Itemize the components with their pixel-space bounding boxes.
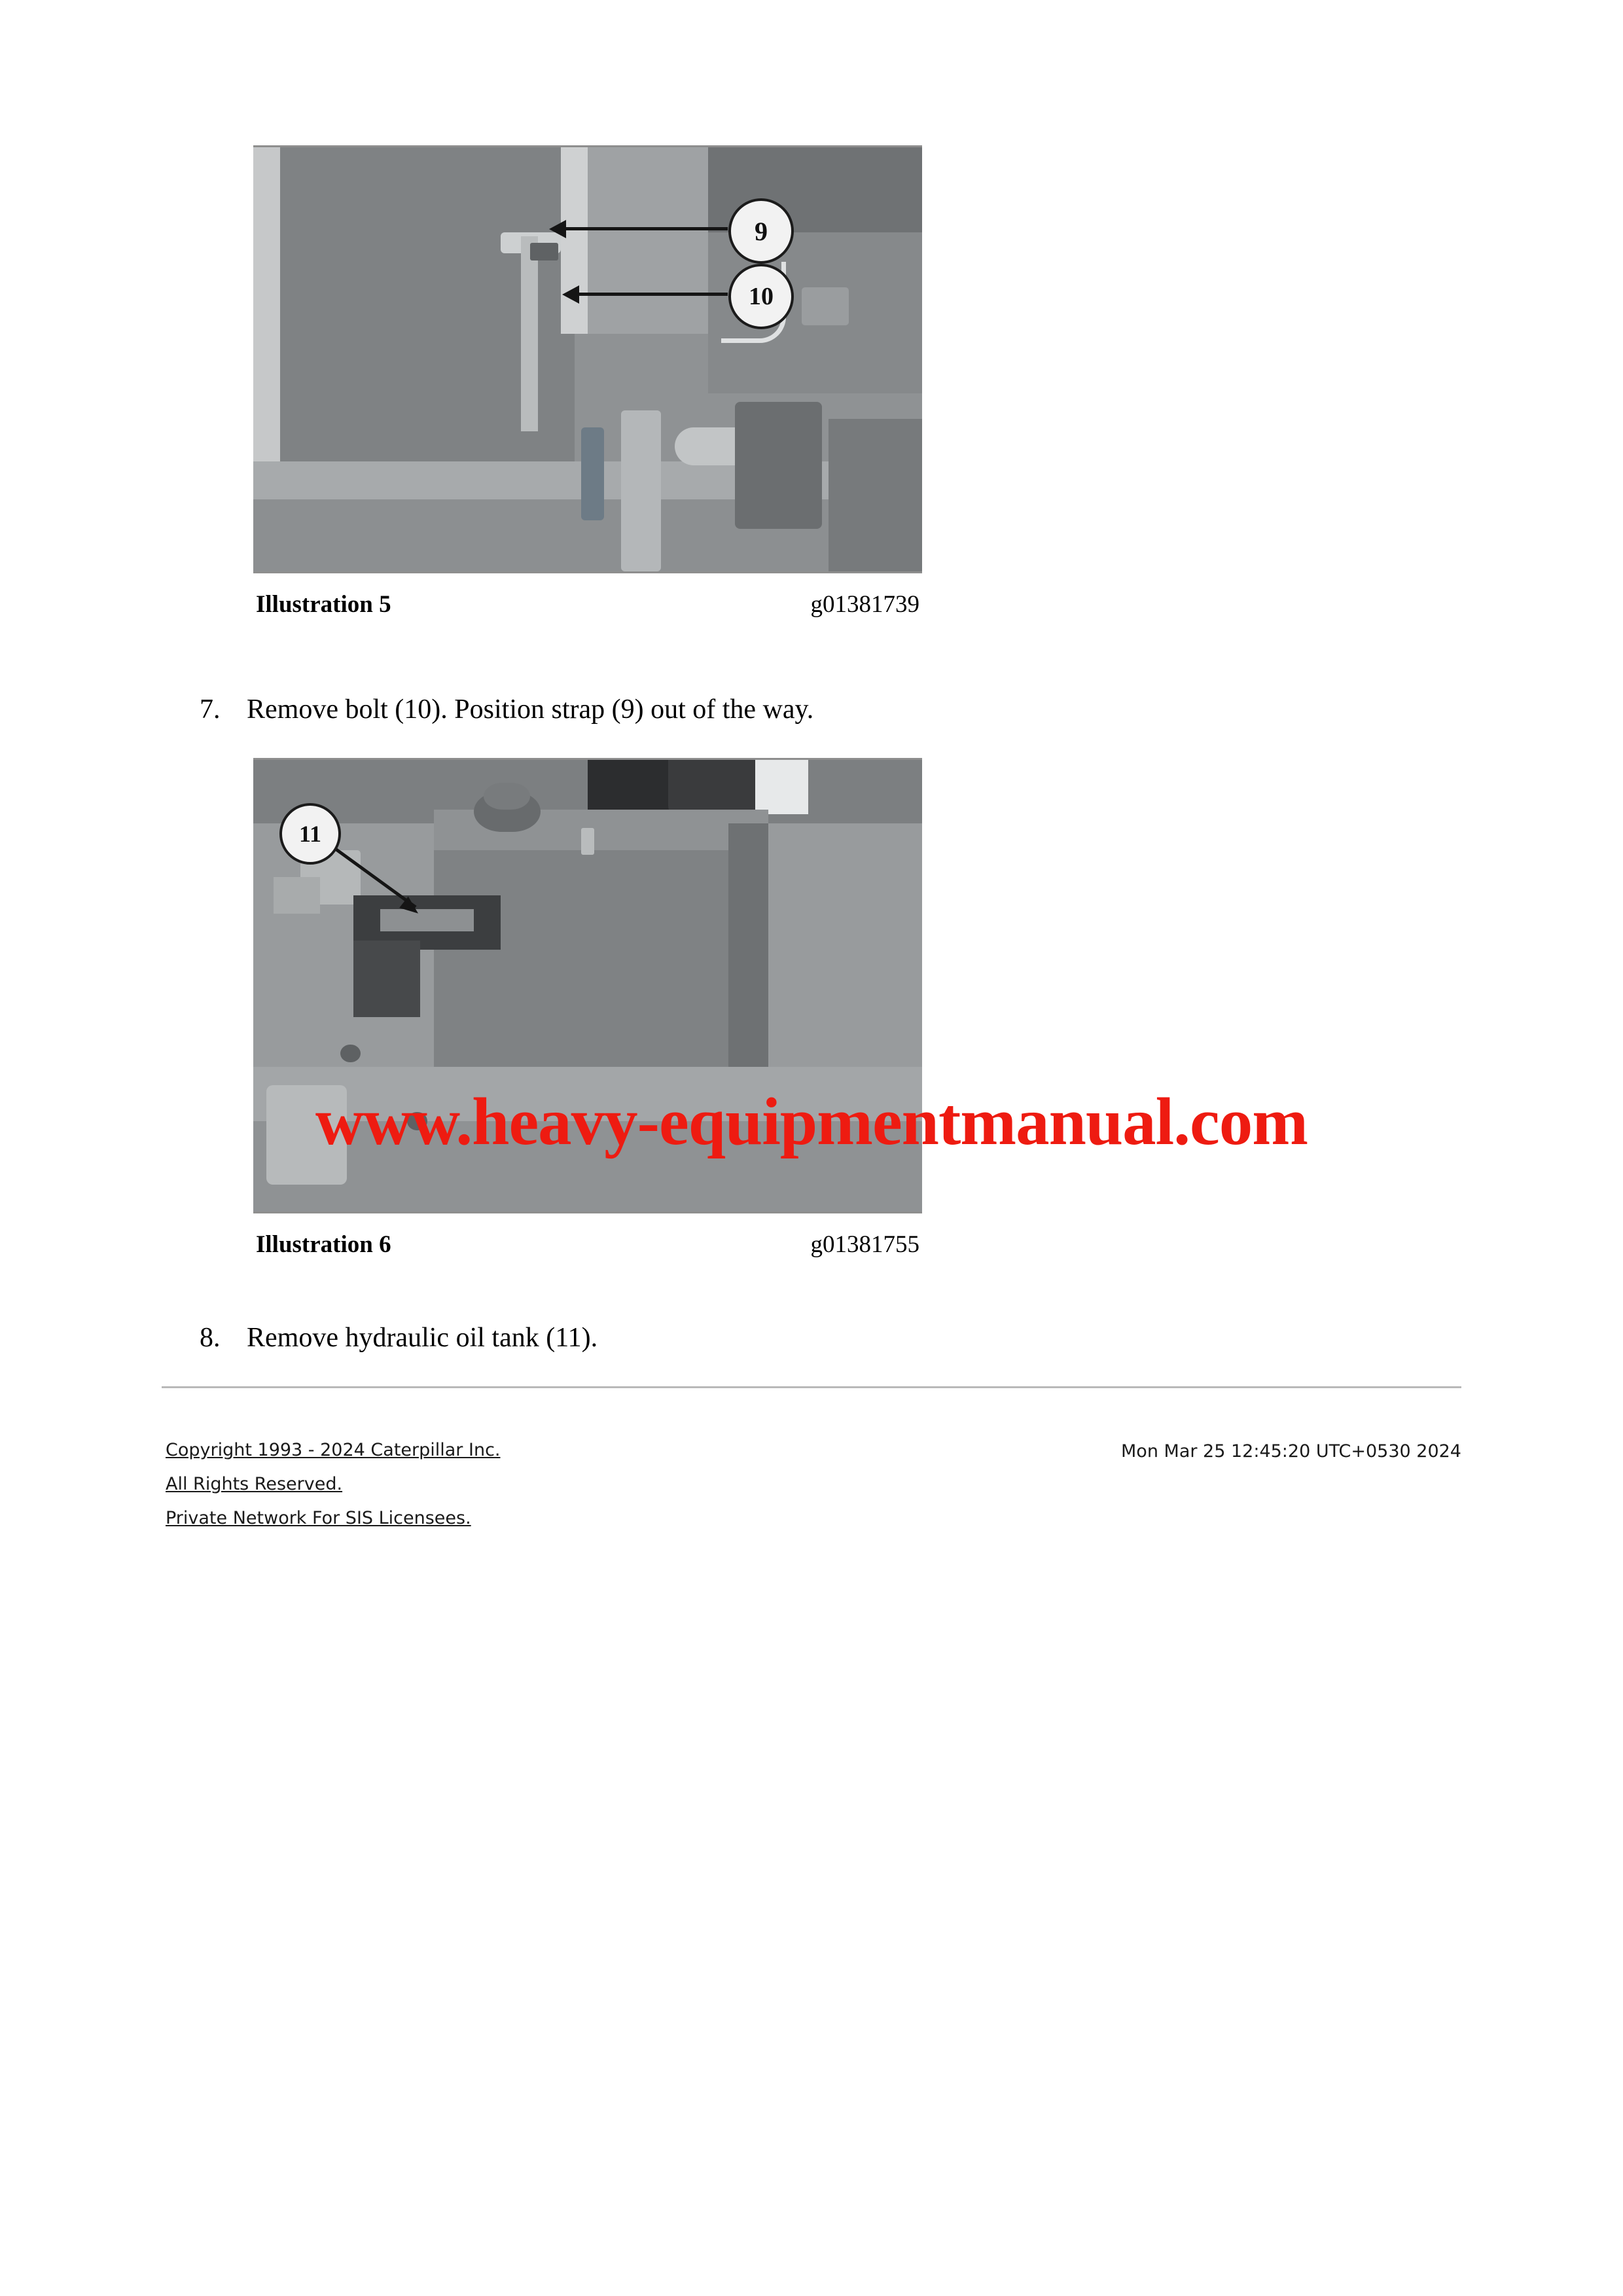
page-footer xyxy=(166,1440,1461,1542)
callout-9-leader xyxy=(561,227,728,230)
callout-9 xyxy=(728,198,794,264)
footer-links xyxy=(166,1440,501,1542)
callout-10-label: 10 xyxy=(749,283,774,310)
illustration-5-caption-label: Illustration 5 xyxy=(256,591,391,618)
illustration-6-reference: g01381755 xyxy=(810,1231,919,1258)
illustration-6-image xyxy=(253,760,922,1211)
figure-bottom-rule-2 xyxy=(253,1211,922,1213)
illustration-5-image xyxy=(253,147,922,571)
footer-link-private-network[interactable]: Private Network For SIS Licensees. xyxy=(166,1508,471,1528)
figure-bottom-rule xyxy=(253,571,922,573)
illustration-5-caption xyxy=(253,590,922,619)
watermark-text: www.heavy-equipmentmanual.com xyxy=(315,1085,1308,1159)
callout-11-label: 11 xyxy=(298,821,321,847)
callout-10 xyxy=(728,264,794,329)
step-8 xyxy=(200,1322,597,1354)
step-8-number: 8. xyxy=(200,1323,221,1353)
step-7-text: Remove bolt (10). Position strap (9) out of the way. xyxy=(247,694,814,725)
callout-10-leader xyxy=(574,293,728,296)
footer-divider xyxy=(162,1386,1461,1388)
step-7-number: 7. xyxy=(200,694,221,725)
illustration-6-caption xyxy=(253,1230,922,1259)
step-8-text: Remove hydraulic oil tank (11). xyxy=(247,1323,598,1353)
footer-timestamp: Mon Mar 25 12:45:20 UTC+0530 2024 xyxy=(1121,1441,1461,1462)
figure-illustration-6 xyxy=(253,758,922,1259)
footer-link-rights[interactable]: All Rights Reserved. xyxy=(166,1474,343,1494)
illustration-5-reference: g01381739 xyxy=(810,591,919,618)
callout-10-arrowhead xyxy=(562,285,579,304)
footer-link-copyright[interactable]: Copyright 1993 - 2024 Caterpillar Inc. xyxy=(166,1440,501,1460)
callout-9-arrowhead xyxy=(549,220,566,238)
figure-illustration-5 xyxy=(253,145,922,619)
illustration-6-caption-label: Illustration 6 xyxy=(256,1231,391,1258)
callout-9-label: 9 xyxy=(755,216,768,246)
step-7 xyxy=(200,694,813,725)
callout-11 xyxy=(279,803,341,865)
